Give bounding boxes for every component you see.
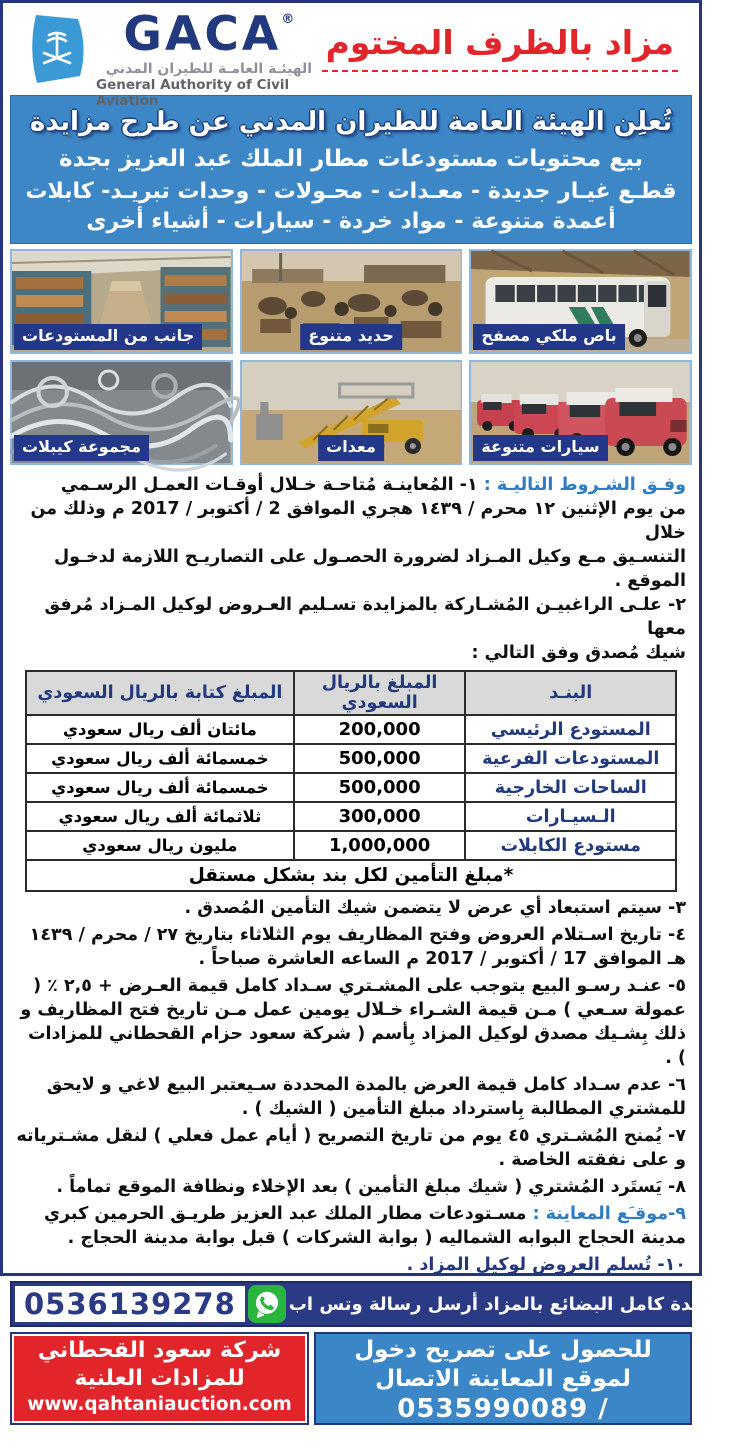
table-row [26,715,676,744]
row-amount: 1,000,000 [294,831,466,860]
auction-type-title: مزاد بالظرف المختوم [322,23,678,72]
terms-list [16,896,686,1277]
row-amount-words: خمسمائة ألف ريال سعودي [26,744,294,773]
row-item: المستودعات الفرعية [465,744,676,773]
photo-scrap-iron [240,249,463,354]
conditions-line-3: التنسـيق مـع وكيل المـزاد لضرورة الحصـول على التصاريـح اللازمة لدخـول الموقع . [53,547,686,591]
row-amount-words: خمسمائة ألف ريال سعودي [26,773,294,802]
term-3: ٣- سيتم استبعاد أي عرض لا يتضمن شيك التأمين المُصدق . [184,898,686,918]
row-amount: 300,000 [294,802,466,831]
term-5: ٥- عنـد رسـو البيع يتوجب على المشـتري سـداد كامل قيمة العـرض + ٢,٥ ٪ ( عمولة سـعي ) مـن قيمة الشـراء خـلال يومين عمل مـن تاريخ فتح المظاريف و ذلك بِشـيك مصدق لوكيل المزاد بِأسم ( شركة سعود حزام القحطاني للمزادات ) . [20,976,686,1068]
gaca-flag-icon [26,11,90,87]
term-8: ٨- يَستَرد المُشتري ( شيك مبلغ التأمين ) بعد الإخلاء ونظافة الموقع تماماً . [56,1177,686,1197]
condition-1-text: ١- المُعاينـة مُتاحـة خـلال أوقـات العمـل الرسـمي [60,475,478,495]
term-4: ٤- تاريخ اسـتلام العروض وفتح المظاريف يوم الثلاثاء بتاريخ ٢٧ / محرم / ١٤٣٩ هـ الموافق 17 / أكتوبر / 2017 م الساعه العاشرة صباحاً . [29,925,686,969]
conditions-line-2: من يوم الإثنين ١٢ محرم / ١٤٣٩ هجري الموافق 2 / أكتوبر / 2017 م وذلك من خلال [30,499,686,543]
table-row [26,773,676,802]
whatsapp-icon [248,1285,286,1323]
banner-headline: تُعلِن الهيئة العامة للطيران المدني عن طرح مزايدة [29,107,673,137]
table-footnote-row [26,860,676,891]
row-amount: 500,000 [294,744,466,773]
conditions-intro [16,473,686,665]
table-row [26,831,676,860]
row-item: المستودع الرئيسي [465,715,676,744]
whatsapp-phone-number: 0536139278 [15,1286,245,1322]
table-row [26,744,676,773]
agent-company-subtitle: للمزادات العلنية [74,1366,245,1391]
row-amount-words: ثلاثمائة ألف ريال سعودي [26,802,294,831]
gaca-name-arabic: الهيئـة العامـة للطيران المدني [105,61,313,77]
banner-subject: بيع محتويات مستودعات مطار الملك عبد العزيز بجدة [59,146,643,172]
conditions-line-1 [16,473,686,497]
row-amount-words: مائتان ألف ريال سعودي [26,715,294,744]
announcement-banner [10,95,692,244]
banner-items-line-2: أعمدة متنوعة - مواد خردة - سيارات - أشياء أخرى [86,209,616,234]
permit-text-line-1: للحصول على تصريح دخول [354,1337,652,1363]
gaca-acronym: GACA [123,7,282,62]
footer [10,1332,692,1454]
row-amount-words: مليون ريال سعودي [26,831,294,860]
photo-royal-bus [469,249,692,354]
conditions-line-5: شيك مُصدق وفق التالي : [471,643,686,663]
term-9-text: مسـتودعات مطار الملك عبد العزيز طريـق الحرمين كبري مدينة الحجاج البوابه الشماليه ( بوابة الشركات ) قبل بوابة مدينة الحجاج . [44,1204,686,1248]
row-item: مستودع الكابلات [465,831,676,860]
term-6: ٦- عدم سـداد كامل قيمة العرض بالمدة المحددة سـيعتبر البيع لاغي و لايحق للمشتري المطالبة بِاسترداد مبلغ التأمين ( الشيك ) . [46,1075,686,1119]
row-amount: 200,000 [294,715,466,744]
gaca-logo-text [96,7,322,109]
table-header-row [26,671,676,715]
conditions-line-4: ٢- علـى الراغبيـن المُشـاركة بالمزايدة تسـليم العـروض لوكيل المـزاد مُرفق معها [44,595,686,639]
gaca-logo [26,7,322,109]
term-10: ١٠- تُسلم العروض لوكيل المزاد . [406,1255,686,1275]
auction-agent-box [10,1332,309,1425]
col-header-amount-words: المبلغ كتابة بالريال السعودي [26,671,294,715]
photo-label-scrap-iron: حديد متنوع [300,324,402,350]
photo-warehouse [10,249,233,354]
row-amount: 500,000 [294,773,466,802]
registered-mark: ® [281,12,295,27]
photo-label-cars: سيارات متنوعة [473,435,607,461]
photo-cables [10,360,233,465]
photo-label-royal-bus: باص ملكي مصفح [473,324,624,350]
term-9 [16,1202,686,1250]
header [10,7,692,109]
whatsapp-contact-bar [10,1281,748,1327]
col-header-amount: المبلغ بالريال السعودي [294,671,466,715]
agent-website-url: www.qahtaniauction.com [27,1394,292,1415]
term-9-label: ٩-موقـَع المعاينة : [532,1204,686,1224]
photo-label-equipment: معدات [318,435,384,461]
photo-label-warehouse: جانب من المستودعات [14,324,202,350]
banner-items-line-1: قطـع غيـار جديدة - معـدات - محـولات - وحدات تبريـد- كابلات [25,179,677,204]
photo-equipment [240,360,463,465]
photo-cars [469,360,692,465]
deposit-table [25,670,677,892]
conditions-heading: وفـق الشـروط التاليـة : [483,475,686,495]
entry-permit-box [314,1332,692,1454]
col-header-item: البنـد [465,671,676,715]
agent-company-name: شركة سعود القحطاني [37,1338,282,1363]
gaca-name-english: General Authority of Civil Aviation [96,77,290,109]
photo-grid [10,249,692,465]
permit-phone-numbers: 0535990089 / 0551500035 [397,1394,609,1454]
whatsapp-message-text: لمشاهدة كامل البضائع بالمزاد أرسل رسالة وتس اب [288,1293,748,1315]
row-item: الـسيـارات [465,802,676,831]
table-footnote: *مبلغ التأمين لكل بند بشكل مستقل [26,860,676,891]
row-item: الساحات الخارجية [465,773,676,802]
term-7: ٧- يُمنح المُشـتري ٤٥ يوم من تاريخ التصريح ( أيام عمل فعلي ) لنقل مشـترياته و على نفقته الخاصة . [16,1126,686,1170]
permit-text-line-2: لموقع المعاينة الاتصال [375,1366,631,1392]
photo-label-cables: مجموعة كيبلات [14,435,149,461]
table-row [26,802,676,831]
